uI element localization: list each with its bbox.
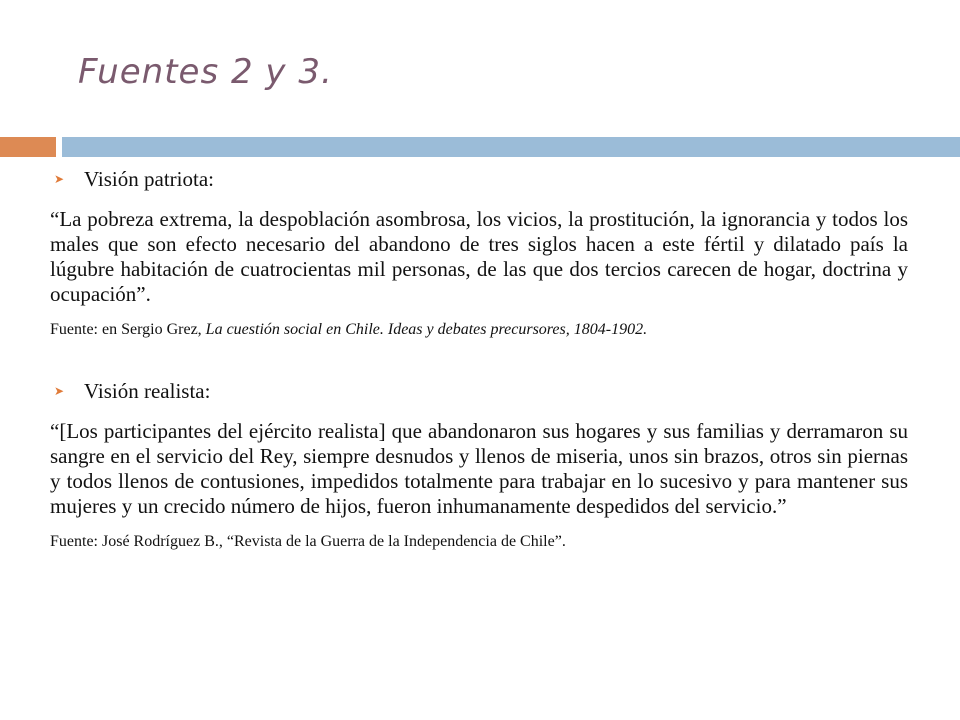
arrow-bullet-icon: ➤: [54, 384, 65, 398]
source-work: La cuestión social en Chile. Ideas y debates precursores, 1804-1902.: [205, 321, 648, 338]
section-heading-patriota: [54, 166, 908, 195]
quote-patriota: “La pobreza extrema, la despoblación asombrosa, los vicios, la prostitución, la ignorancia y todos los males que son efecto necesario del abandono de tres siglos hacen a este fértil y dilatado país la lúgubre habitación de cuatrocientas mil personas, de las que dos tercios carecen de hogar, doctrina y ocupación”.: [50, 207, 908, 306]
quote-realista: “[Los participantes del ejército realista] que abandonaron sus hogares y sus familias y derramaron su sangre en el servicio del Rey, siempre desnudos y llenos de miseria, unos sin brazos, otros sin piernas y todos llenos de contusiones, impedidos totalmente para trabajar en lo sucesivo y para mantener sus mujeres y un crecido número de hijos, fueron inhumanamente despedidos del servicio.”: [50, 419, 908, 518]
heading-text: Visión realista:: [84, 379, 211, 403]
source-realista: Fuente: José Rodríguez B., “Revista de la Guerra de la Independencia de Chile”.: [50, 533, 566, 550]
accent-bar-orange: [0, 137, 56, 157]
source-patriota: [50, 319, 908, 341]
heading-text: Visión patriota:: [84, 167, 214, 191]
arrow-bullet-icon: ➤: [54, 172, 65, 186]
slide-content: [50, 166, 908, 553]
source-prefix: Fuente: en Sergio Grez,: [50, 321, 206, 338]
slide-title: Fuentes 2 y 3.: [78, 52, 333, 92]
accent-bar-blue: [62, 137, 960, 157]
section-heading-realista: [54, 378, 908, 407]
